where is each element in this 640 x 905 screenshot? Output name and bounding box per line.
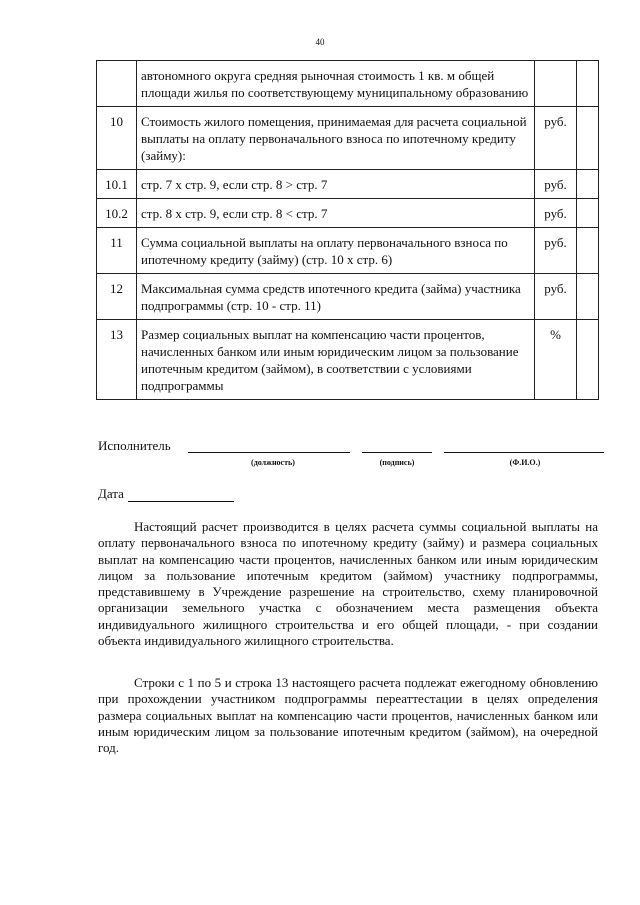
row-description: Размер социальных выплат на компенсацию части процентов, начисленных банком или иным юридическим лицом за пользование ипотечным кредитом (займом), в соответствии с условиями подпрограммы (137, 320, 535, 400)
signature-caption: (подпись) (379, 458, 415, 467)
table-row (97, 199, 599, 228)
row-description: Сумма социальной выплаты на оплату первоначального взноса по ипотечному кредиту (займу) (стр. 10 x стр. 6) (137, 228, 535, 274)
date-line[interactable] (128, 489, 234, 502)
row-value[interactable] (577, 61, 599, 107)
row-value[interactable] (577, 107, 599, 170)
calculation-table (96, 60, 599, 400)
signature-block (98, 438, 608, 478)
row-unit (535, 61, 577, 107)
row-number: 13 (97, 320, 137, 400)
row-unit: руб. (535, 199, 577, 228)
row-unit: % (535, 320, 577, 400)
row-value[interactable] (577, 320, 599, 400)
row-unit: руб. (535, 170, 577, 199)
row-value[interactable] (577, 274, 599, 320)
position-caption: (должность) (251, 458, 295, 467)
name-line[interactable] (444, 438, 604, 453)
date-label: Дата (98, 486, 124, 501)
page-number: 40 (315, 37, 325, 47)
row-number: 10.1 (97, 170, 137, 199)
paragraph-calculation-purpose: Настоящий расчет производится в целях расчета суммы социальной выплаты на оплату первоначального взноса по ипотечному кредиту (займу) и размера социальных выплат на компенсацию части процентов, начисленных банком или иным юридическим лицом за пользование ипотечным кредитом (займом) участнику подпрограммы, представившему в Учреждение разрешение на строительство, схему планировочной организации земельного участка с обозначением места размещения объекта индивидуального жилищного строительства и его общей площади, - при создании объекта индивидуального жилищного строительства. (98, 519, 598, 649)
date-block (98, 486, 234, 502)
row-unit: руб. (535, 274, 577, 320)
row-unit: руб. (535, 228, 577, 274)
name-caption: (Ф.И.О.) (509, 458, 541, 467)
row-description: Стоимость жилого помещения, принимаемая для расчета социальной выплаты на оплату первоначального взноса по ипотечному кредиту (займу): (137, 107, 535, 170)
row-value[interactable] (577, 228, 599, 274)
row-description: стр. 8 x стр. 9, если стр. 8 < стр. 7 (137, 199, 535, 228)
row-description: Максимальная сумма средств ипотечного кредита (займа) участника подпрограммы (стр. 10 - стр. 11) (137, 274, 535, 320)
table-row (97, 107, 599, 170)
row-unit: руб. (535, 107, 577, 170)
paragraph-annual-update: Строки с 1 по 5 и строка 13 настоящего расчета подлежат ежегодному обновлению при прохождении участником подпрограммы переаттестации в целях определения размера социальных выплат на компенсацию части процентов, начисленных банком или иным юридическим лицом за пользование ипотечным кредитом (займом), на очередной год. (98, 675, 598, 756)
row-value[interactable] (577, 170, 599, 199)
position-line[interactable] (188, 438, 350, 453)
table-row (97, 61, 599, 107)
row-number (97, 61, 137, 107)
row-number: 10.2 (97, 199, 137, 228)
row-value[interactable] (577, 199, 599, 228)
signature-line[interactable] (362, 438, 432, 453)
table-row (97, 320, 599, 400)
table-row (97, 228, 599, 274)
row-number: 12 (97, 274, 137, 320)
row-description: автономного округа средняя рыночная стоимость 1 кв. м общей площади жилья по соответствующему муниципальному образованию (137, 61, 535, 107)
table-row (97, 274, 599, 320)
row-description: стр. 7 x стр. 9, если стр. 8 > стр. 7 (137, 170, 535, 199)
executor-label: Исполнитель (98, 438, 171, 453)
table-row (97, 170, 599, 199)
row-number: 11 (97, 228, 137, 274)
row-number: 10 (97, 107, 137, 170)
